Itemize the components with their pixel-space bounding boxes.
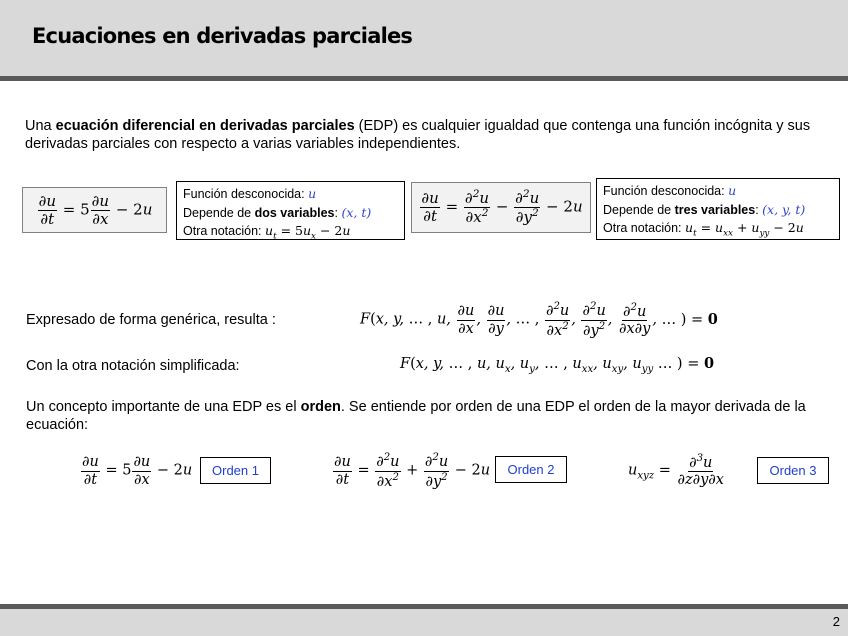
equation-box-1: $\frac{\partial u}{\partial t}$ = 5 $\frac{\partial u}{\partial x}$ − 2u [22, 187, 167, 233]
header-divider [0, 76, 848, 81]
order-2-equation: $\frac{\partial u}{\partial t}$ = $\frac{\partial^2u}{\partial x^2}$ + $\frac{\partial^2u}{\partial y^2}$ − 2u [334, 452, 491, 490]
order-1-equation: $\frac{\partial u}{\partial t}$ = 5 $\frac{\partial u}{\partial x}$ − 2u [82, 454, 193, 488]
equation-box-2: $\frac{\partial u}{\partial t}$ = $\frac{\partial^2u}{\partial x^2}$ − $\frac{\partial^2u}{\partial y^2}$ − 2u [411, 182, 591, 233]
generic-form-equation: F(x, y, … , u, $\frac{\partial u}{\partial x}$ , $\frac{\partial u}{\partial y}$ , … , $\frac{\partial^2u}{\partial x^2}$ , $\frac{\partial^2u}{\partial y^2}$ , $\frac{\partial^2u}{\partial x\partial y}$ , … ) = 0 [360, 301, 718, 339]
slide-title: Ecuaciones en derivadas parciales [32, 24, 413, 48]
page-number: 2 [832, 614, 840, 629]
order-3-label: Orden 3 [757, 457, 829, 484]
footer-bar [0, 609, 848, 636]
info-box-two-variables: Función desconocida: u Depende de dos variables: (x, t) Otra notación: $u_t = 5u_x - 2u$ [176, 181, 405, 240]
simplified-form-equation: F(x, y, … , u, $u_x$, $u_y$, … , $u_{xx}$, $u_{xy}$, $u_{yy}$ … ) = 0 [400, 355, 715, 375]
info-box-three-variables: Función desconocida: u Depende de tres variables: (x, y, t) Otra notación: $u_t = u_{xx} + u_{yy} - 2u$ [596, 178, 840, 240]
intro-paragraph: Una ecuación diferencial en derivadas parciales (EDP) es cualquier igualdad que contenga una función incógnita y sus derivadas parciales con respecto a varias variables independientes. [25, 118, 811, 152]
order-2-label: Orden 2 [495, 456, 567, 483]
generic-form-label: Expresado de forma genérica, resulta : [26, 312, 276, 328]
order-1-label: Orden 1 [200, 457, 271, 484]
order-3-equation: $u_{xyz}$ = $\frac{\partial^3u}{\partial z\partial y\partial x}$ [628, 453, 724, 489]
order-paragraph: Un concepto importante de una EDP es el orden. Se entiende por orden de una EDP el orden de la mayor derivada de la ecuación: [26, 399, 806, 433]
simplified-form-label: Con la otra notación simplificada: [26, 358, 240, 374]
